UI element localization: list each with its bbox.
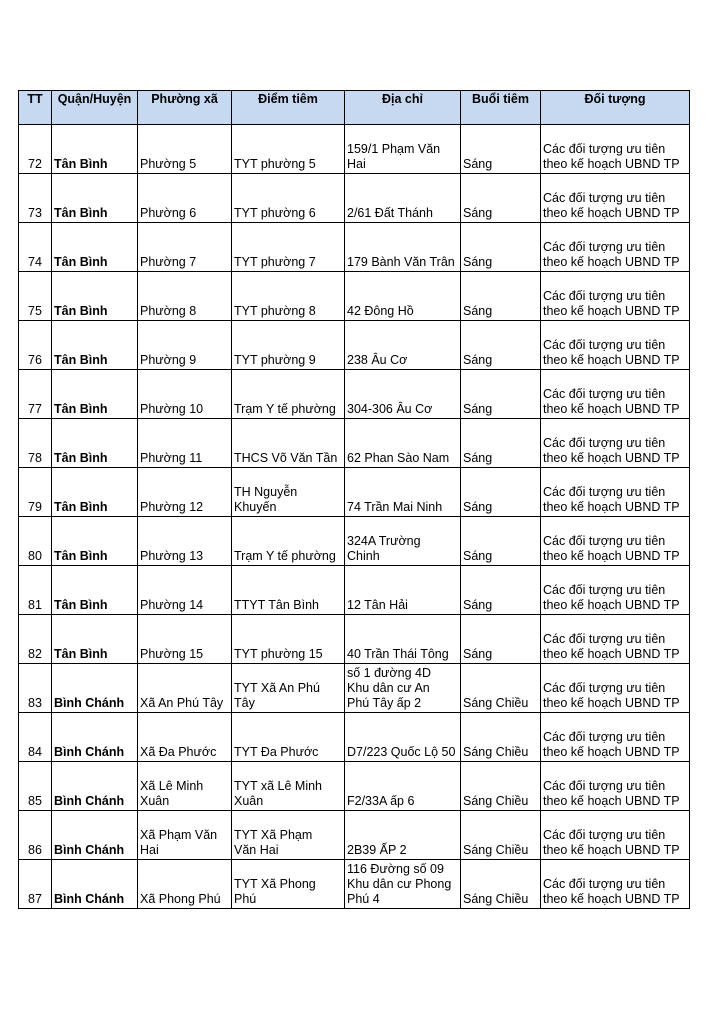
session-cell: Sáng Chiều xyxy=(461,664,541,713)
header-site: Điểm tiêm xyxy=(232,91,345,125)
ward-cell: Xã Đa Phước xyxy=(138,713,232,762)
session-cell: Sáng Chiều xyxy=(461,762,541,811)
target-group-cell: Các đối tượng ưu tiên theo kế hoạch UBND TP xyxy=(541,174,690,223)
vaccination-site-cell: TYT phường 15 xyxy=(232,615,345,664)
district-cell: Tân Bình xyxy=(52,517,138,566)
address-cell: 74 Trần Mai Ninh xyxy=(345,468,461,517)
address-cell: 62 Phan Sào Nam xyxy=(345,419,461,468)
address-cell: 324A Trường Chinh xyxy=(345,517,461,566)
session-cell: Sáng Chiều xyxy=(461,860,541,909)
district-cell: Tân Bình xyxy=(52,419,138,468)
address-cell: 12 Tân Hải xyxy=(345,566,461,615)
table-row xyxy=(19,615,690,664)
address-cell: 238 Âu Cơ xyxy=(345,321,461,370)
row-number-cell: 72 xyxy=(19,125,52,174)
target-group-cell: Các đối tượng ưu tiên theo kế hoạch UBND TP xyxy=(541,419,690,468)
header-target: Đối tượng xyxy=(541,91,690,125)
address-cell: 40 Trần Thái Tông xyxy=(345,615,461,664)
vaccination-site-cell: TYT phường 8 xyxy=(232,272,345,321)
vaccination-site-cell: TYT Xã Phong Phú xyxy=(232,860,345,909)
table-row xyxy=(19,762,690,811)
table-row xyxy=(19,468,690,517)
district-cell: Tân Bình xyxy=(52,223,138,272)
vaccination-site-cell: TYT phường 9 xyxy=(232,321,345,370)
target-group-cell: Các đối tượng ưu tiên theo kế hoạch UBND TP xyxy=(541,125,690,174)
row-number-cell: 77 xyxy=(19,370,52,419)
address-cell: 179 Bành Văn Trân xyxy=(345,223,461,272)
table-row xyxy=(19,419,690,468)
district-cell: Tân Bình xyxy=(52,125,138,174)
district-cell: Tân Bình xyxy=(52,272,138,321)
ward-cell: Phường 14 xyxy=(138,566,232,615)
ward-cell: Phường 11 xyxy=(138,419,232,468)
session-cell: Sáng Chiều xyxy=(461,713,541,762)
vaccination-site-cell: TYT phường 7 xyxy=(232,223,345,272)
vaccination-site-cell: TYT phường 5 xyxy=(232,125,345,174)
target-group-cell: Các đối tượng ưu tiên theo kế hoạch UBND TP xyxy=(541,517,690,566)
district-cell: Tân Bình xyxy=(52,615,138,664)
district-cell: Tân Bình xyxy=(52,468,138,517)
ward-cell: Phường 15 xyxy=(138,615,232,664)
session-cell: Sáng xyxy=(461,174,541,223)
vaccination-site-cell: TYT Đa Phước xyxy=(232,713,345,762)
address-cell: F2/33A ấp 6 xyxy=(345,762,461,811)
target-group-cell: Các đối tượng ưu tiên theo kế hoạch UBND TP xyxy=(541,615,690,664)
row-number-cell: 74 xyxy=(19,223,52,272)
row-number-cell: 80 xyxy=(19,517,52,566)
target-group-cell: Các đối tượng ưu tiên theo kế hoạch UBND TP xyxy=(541,811,690,860)
row-number-cell: 79 xyxy=(19,468,52,517)
district-cell: Bình Chánh xyxy=(52,811,138,860)
table-row xyxy=(19,713,690,762)
target-group-cell: Các đối tượng ưu tiên theo kế hoạch UBND TP xyxy=(541,321,690,370)
ward-cell: Phường 9 xyxy=(138,321,232,370)
target-group-cell: Các đối tượng ưu tiên theo kế hoạch UBND TP xyxy=(541,762,690,811)
ward-cell: Phường 6 xyxy=(138,174,232,223)
vaccination-site-cell: Trạm Y tế phường xyxy=(232,370,345,419)
header-session: Buổi tiêm xyxy=(461,91,541,125)
session-cell: Sáng xyxy=(461,223,541,272)
district-cell: Tân Bình xyxy=(52,174,138,223)
session-cell: Sáng xyxy=(461,566,541,615)
table-row xyxy=(19,223,690,272)
address-cell: 304-306 Âu Cơ xyxy=(345,370,461,419)
vaccination-site-cell: TH Nguyễn Khuyến xyxy=(232,468,345,517)
table-row xyxy=(19,811,690,860)
ward-cell: Xã Phong Phú xyxy=(138,860,232,909)
district-cell: Bình Chánh xyxy=(52,860,138,909)
table-row xyxy=(19,321,690,370)
header-ward: Phường xã xyxy=(138,91,232,125)
row-number-cell: 86 xyxy=(19,811,52,860)
table-body xyxy=(19,125,690,909)
vaccination-site-cell: TTYT Tân Bình xyxy=(232,566,345,615)
row-number-cell: 84 xyxy=(19,713,52,762)
table-row xyxy=(19,664,690,713)
ward-cell: Phường 7 xyxy=(138,223,232,272)
target-group-cell: Các đối tượng ưu tiên theo kế hoạch UBND TP xyxy=(541,223,690,272)
target-group-cell: Các đối tượng ưu tiên theo kế hoạch UBND TP xyxy=(541,370,690,419)
table-header-row xyxy=(19,91,690,125)
district-cell: Tân Bình xyxy=(52,321,138,370)
session-cell: Sáng xyxy=(461,272,541,321)
district-cell: Bình Chánh xyxy=(52,762,138,811)
district-cell: Tân Bình xyxy=(52,566,138,615)
row-number-cell: 81 xyxy=(19,566,52,615)
address-cell: 42 Đông Hồ xyxy=(345,272,461,321)
vaccination-site-cell: Trạm Y tế phường xyxy=(232,517,345,566)
vaccination-site-cell: THCS Võ Văn Tần xyxy=(232,419,345,468)
ward-cell: Xã An Phú Tây xyxy=(138,664,232,713)
session-cell: Sáng xyxy=(461,468,541,517)
ward-cell: Phường 5 xyxy=(138,125,232,174)
address-cell: D7/223 Quốc Lộ 50 xyxy=(345,713,461,762)
session-cell: Sáng xyxy=(461,321,541,370)
table-row xyxy=(19,860,690,909)
table-row xyxy=(19,272,690,321)
row-number-cell: 78 xyxy=(19,419,52,468)
session-cell: Sáng Chiều xyxy=(461,811,541,860)
district-cell: Tân Bình xyxy=(52,370,138,419)
row-number-cell: 82 xyxy=(19,615,52,664)
district-cell: Bình Chánh xyxy=(52,713,138,762)
table-row xyxy=(19,125,690,174)
target-group-cell: Các đối tượng ưu tiên theo kế hoạch UBND TP xyxy=(541,664,690,713)
row-number-cell: 76 xyxy=(19,321,52,370)
ward-cell: Phường 8 xyxy=(138,272,232,321)
vaccination-site-cell: TYT Xã An Phú Tây xyxy=(232,664,345,713)
header-tt: TT xyxy=(19,91,52,125)
target-group-cell: Các đối tượng ưu tiên theo kế hoạch UBND TP xyxy=(541,860,690,909)
row-number-cell: 73 xyxy=(19,174,52,223)
header-district: Quận/Huyện xyxy=(52,91,138,125)
vaccination-schedule-table xyxy=(18,90,690,909)
session-cell: Sáng xyxy=(461,419,541,468)
header-address: Địa chỉ xyxy=(345,91,461,125)
vaccination-site-cell: TYT xã Lê Minh Xuân xyxy=(232,762,345,811)
ward-cell: Phường 10 xyxy=(138,370,232,419)
ward-cell: Phường 12 xyxy=(138,468,232,517)
table-row xyxy=(19,566,690,615)
vaccination-site-cell: TYT Xã Phạm Văn Hai xyxy=(232,811,345,860)
ward-cell: Phường 13 xyxy=(138,517,232,566)
ward-cell: Xã Phạm Văn Hai xyxy=(138,811,232,860)
address-cell: 116 Đường số 09 Khu dân cư Phong Phú 4 xyxy=(345,860,461,909)
target-group-cell: Các đối tượng ưu tiên theo kế hoạch UBND TP xyxy=(541,713,690,762)
target-group-cell: Các đối tượng ưu tiên theo kế hoạch UBND TP xyxy=(541,272,690,321)
session-cell: Sáng xyxy=(461,615,541,664)
district-cell: Bình Chánh xyxy=(52,664,138,713)
address-cell: 159/1 Phạm Văn Hai xyxy=(345,125,461,174)
address-cell: 2/61 Đất Thánh xyxy=(345,174,461,223)
target-group-cell: Các đối tượng ưu tiên theo kế hoạch UBND TP xyxy=(541,468,690,517)
address-cell: số 1 đường 4D Khu dân cư An Phú Tây ấp 2 xyxy=(345,664,461,713)
session-cell: Sáng xyxy=(461,370,541,419)
table-row xyxy=(19,174,690,223)
row-number-cell: 87 xyxy=(19,860,52,909)
ward-cell: Xã Lê Minh Xuân xyxy=(138,762,232,811)
table-row xyxy=(19,517,690,566)
row-number-cell: 85 xyxy=(19,762,52,811)
address-cell: 2B39 ẤP 2 xyxy=(345,811,461,860)
session-cell: Sáng xyxy=(461,517,541,566)
row-number-cell: 83 xyxy=(19,664,52,713)
session-cell: Sáng xyxy=(461,125,541,174)
table-row xyxy=(19,370,690,419)
vaccination-site-cell: TYT phường 6 xyxy=(232,174,345,223)
target-group-cell: Các đối tượng ưu tiên theo kế hoạch UBND TP xyxy=(541,566,690,615)
row-number-cell: 75 xyxy=(19,272,52,321)
